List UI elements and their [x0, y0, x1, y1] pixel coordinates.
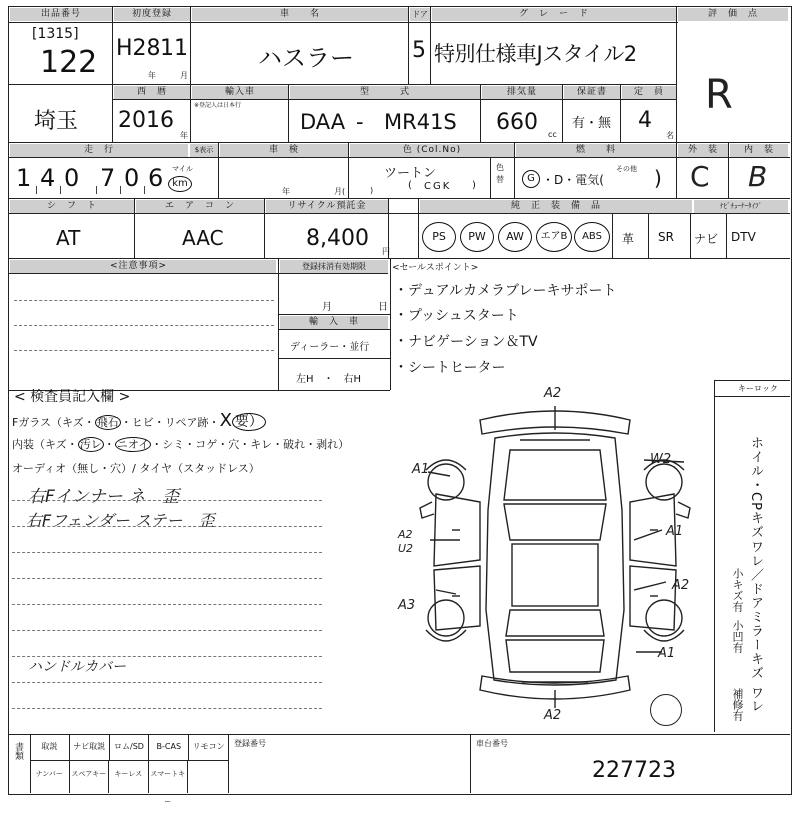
mileage-digit: 1	[16, 164, 32, 192]
side-note-3: ワレ	[748, 686, 763, 712]
displacement-unit: cc	[548, 130, 557, 139]
capacity-value: 4	[638, 108, 652, 133]
score-value: R	[705, 72, 733, 118]
side-note-repaired: 補修有	[731, 688, 744, 721]
import-note: ※登記人は日本行	[194, 102, 242, 109]
model-name: ハスラー	[258, 44, 354, 72]
interior-options: ・シミ・コゲ・穴・キレ・破れ・剥れ）	[151, 438, 350, 451]
handwritten-note-2: 右Fフェンダー ステー 歪	[26, 511, 215, 530]
inspection-close: )	[370, 186, 374, 195]
windshield-options: ・ヒビ・リペア跡・	[120, 416, 220, 429]
mark-w2: W2	[650, 452, 672, 467]
doc-spare-key: スペアキー	[70, 760, 110, 793]
chassis-value: 227723	[592, 758, 676, 783]
equip-leather: 革	[622, 232, 635, 246]
import-dealer: ディーラー・並行	[290, 342, 370, 353]
mileage-header: 走 行	[10, 144, 188, 157]
mark-a1-left: A1	[412, 462, 430, 477]
equip-airbag-circled: エアB	[536, 222, 572, 252]
equip-ps-circled: PS	[422, 222, 456, 252]
capacity-unit: 名	[666, 131, 674, 140]
type-dash: -	[356, 110, 364, 134]
interior-label: 内装（キズ・	[12, 438, 78, 451]
chassis-label: 車台番号	[476, 739, 508, 748]
mileage-digit: 0	[124, 164, 140, 192]
sales-point-1: ・デュアルカメラブレーキサポート	[394, 283, 617, 299]
interior-smell-circled: ニオイ	[116, 438, 150, 451]
mileage-digit: 7	[100, 164, 116, 192]
import-header: 輸入車	[192, 86, 288, 99]
color-header: 色 (Col.No)	[350, 144, 514, 157]
inspector-line-1	[12, 410, 266, 431]
fuel-other-label: その他	[616, 165, 637, 173]
year-value: 2016	[118, 108, 174, 133]
mileage-digit: 6	[148, 164, 164, 192]
fuel-close: )	[654, 166, 662, 190]
import-type-header: 輸 入 車	[280, 316, 388, 329]
reg-expiry-day: 日	[378, 302, 388, 313]
grade-value: 特別仕様車Jスタイル2	[434, 42, 637, 66]
side-note-2: ワレ／ドアミラーキズ	[748, 540, 763, 680]
side-note-small-scratch: 小キズ有	[731, 568, 744, 612]
year-header: 西 暦	[114, 86, 190, 99]
mark-a2-right: A2	[672, 578, 690, 593]
mark-a3: A3	[398, 598, 416, 613]
displacement-value: 660	[496, 110, 538, 135]
mark-u2-left: U2	[398, 542, 414, 555]
region: 埼玉	[34, 109, 79, 134]
first-reg-month: 11	[160, 36, 188, 61]
mark-a2-top: A2	[544, 386, 562, 401]
notes-header: <注意事項>	[10, 260, 276, 273]
windshield-label: Fガラス（キズ・	[12, 416, 95, 429]
shift-value: AT	[56, 226, 81, 250]
first-reg-value: H28	[116, 36, 161, 61]
interior-header: 内 装	[730, 144, 788, 157]
mileage-unit-km: km	[168, 176, 192, 192]
exterior-grade: C	[690, 160, 710, 193]
reg-number-label: 登録番号	[234, 739, 266, 748]
inspector-line-3: オーディオ（無し・穴）/ タイヤ（スタッドレス）	[12, 462, 260, 475]
key-lock-label: キーロック	[738, 384, 778, 393]
color-code: CGK	[424, 181, 452, 192]
handwritten-note-3: ハンドルカバー	[28, 659, 126, 675]
mark-a2-bottom: A2	[544, 708, 562, 723]
mark-a1-rear: A1	[658, 646, 676, 661]
windshield-x-mark: X	[219, 410, 232, 431]
exterior-header: 外 装	[678, 144, 728, 157]
doc-row-1	[30, 734, 228, 760]
first-reg-year-suffix: 年	[148, 71, 156, 80]
sales-point-2: ・プッシュスタート	[394, 308, 519, 324]
doc-plate: ナンバー	[30, 760, 70, 793]
doc-rom-sd: ロム/SD	[110, 734, 150, 760]
inspection-year: 年	[282, 187, 290, 196]
equip-sunroof: SR	[658, 230, 674, 244]
mileage-digit: 4	[40, 164, 56, 192]
reference-circle	[650, 694, 682, 726]
equip-dtv: DTV	[731, 230, 756, 244]
doors-value: 5	[412, 38, 426, 63]
fuel-header: 燃 料	[516, 144, 676, 157]
shift-header: シ フ ト	[10, 200, 134, 213]
warranty-value: 有・無	[572, 116, 612, 131]
windshield-required-circled: 要）	[232, 413, 266, 431]
model-header: 車 名	[192, 8, 408, 21]
lot-header: 出品番号	[10, 8, 112, 21]
mark-a2-left: A2	[398, 528, 413, 541]
color-name: ツートン	[384, 166, 437, 181]
handwritten-note-1: 右Fインナー ネ 歪	[28, 487, 180, 507]
score-header: 評 価 点	[678, 8, 788, 21]
reg-expiry-header: 登録抹消有効期限	[280, 260, 388, 273]
sales-point-3: ・ナビゲーション＆TV	[394, 334, 538, 350]
color-paren-open: (	[408, 180, 412, 191]
recycle-unit: 円	[382, 247, 390, 256]
doc-manual: 取説	[30, 734, 70, 760]
odo-label: $表示	[190, 144, 218, 157]
doors-header: ドア	[410, 8, 430, 21]
displacement-header: 排気量	[482, 86, 562, 99]
recycle-value: 8,400	[306, 226, 369, 251]
sales-point-4: ・シートヒーター	[394, 360, 506, 376]
first-reg-header: 初度登録	[114, 8, 190, 21]
capacity-header: 定 員	[622, 86, 676, 99]
side-note-small-dent: 小凹有	[731, 620, 744, 653]
first-reg-month-suffix: 月	[180, 71, 188, 80]
sales-points-header: <セールスポイント>	[392, 263, 479, 273]
equipment-header: 純 正 装 備 品	[420, 200, 692, 213]
year-suffix: 年	[180, 131, 188, 140]
lot-bracket: [1315]	[32, 26, 79, 42]
inspection-header: 車 検	[220, 144, 348, 157]
inspection-month: 月(	[334, 187, 346, 196]
equip-navi: ナビ	[694, 232, 719, 246]
interior-sep: ・	[103, 438, 115, 451]
import-hand: 左H ・ 右H	[296, 374, 362, 385]
type-code: MR41S	[384, 110, 457, 134]
fuel-gasoline-circled: G	[522, 170, 540, 188]
equip-pw-circled: PW	[460, 222, 494, 252]
mileage-digit: 0	[64, 164, 80, 192]
doc-bcas: B-CAS	[149, 734, 189, 760]
equip-abs-circled: ABS	[574, 222, 610, 252]
doc-keyless: キーレス	[109, 760, 149, 793]
color-change-label: 色替	[496, 163, 504, 184]
documents-title: 書類	[13, 742, 23, 760]
side-note-1: ホイル・CPキズ	[748, 436, 763, 539]
type-spec-header: 型 式	[290, 86, 480, 99]
color-paren-close: )	[472, 180, 476, 191]
doc-smart-key: スマートキー	[149, 760, 189, 793]
grade-header: グ レ ー ド	[432, 8, 676, 21]
warranty-header: 保証書	[564, 86, 620, 99]
lot-number: 122	[40, 45, 98, 80]
type-prefix: DAA	[300, 110, 346, 134]
interior-dirt-circled: 汚レ	[79, 438, 102, 451]
equip-aw-circled: AW	[498, 222, 532, 252]
fuel-options: ・D・電気(	[542, 173, 604, 187]
doc-remote: リモコン	[192, 742, 225, 751]
reg-expiry-month: 月	[322, 302, 332, 313]
aircon-header: エ ア コ ン	[136, 200, 264, 213]
aircon-value: AAC	[182, 226, 224, 250]
recycle-header: リサイクル預託金	[266, 200, 388, 213]
interior-grade: B	[748, 160, 768, 193]
inspector-line-2	[12, 436, 349, 452]
car-damage-diagram	[400, 390, 710, 730]
doc-row-2	[30, 760, 188, 806]
mark-a1-right: A1	[666, 524, 684, 539]
doc-navi-manual: ナビ取説	[70, 734, 110, 760]
inspector-title: < 検査員記入欄 >	[14, 389, 131, 405]
mileage-unit-mile: マイル	[172, 165, 193, 173]
windshield-chip-circled: 飛石	[96, 416, 119, 429]
navi-tuner-header: ﾅﾋﾞﾁｭｰﾅｰﾀｲﾌﾟ	[694, 200, 788, 213]
